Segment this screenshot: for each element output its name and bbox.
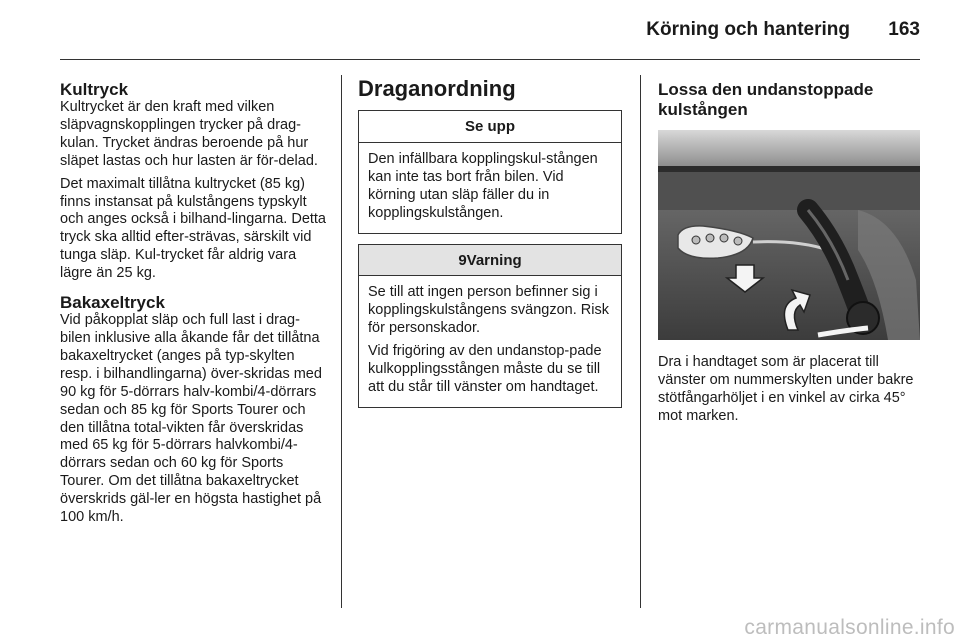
bakaxeltryck-paragraph: Vid påkopplat släp och full last i drag-bilen inklusive alla åkande får det tillåtna bakaxeltrycket (anges på typ-skylten resp. i bilhandlingarna) över-skridas med 90 kg för 5-dörrars halv-kombi/4-dörrars sedan och 85 kg för Sports Tourer och den tillåtna total-vikten får överskridas med 65 kg för 5-dörrars halvkombi/4-dörrars sedan och 60 kg för Sports Tourer. Om det tillåtna bakaxeltrycket överskrids gäl-ler en högsta hastighet på 100 km/h. [60,312,322,526]
caution-box-title: Se upp [359,111,621,143]
left-column [60,80,330,532]
caution-box [358,110,622,234]
lossa-paragraph: Dra i handtaget som är placerat till vänster om nummerskylten under bakre stötfångarhöljet i en vinkel av cirka 45° mot marken. [658,354,914,424]
page-header-title: Körning och hantering [646,19,850,40]
tow-bar-photo-icon [658,130,920,340]
warning-box [358,244,622,408]
column-divider-2 [640,75,641,608]
right-column [658,80,920,431]
warning-paragraph-1: Se till att ingen person befinner sig i kopplingskulstångens svängzon. Risk för personskador. [368,284,609,337]
kultryck-heading: Kultryck [60,80,129,99]
warning-box-title [359,245,621,277]
warning-paragraph-2: Vid frigöring av den undanstop-pade kulkopplingsstången måste du se till att du står till vänster om handtaget. [368,343,602,395]
bakaxeltryck-heading: Bakaxeltryck [60,293,165,313]
warning-box-body [359,276,621,406]
draganordning-heading: Draganordning [358,76,516,101]
caution-text: Den infällbara kopplingskul-stången kan inte tas bort från bilen. Vid körning utan släp fäller du in kopplingskulstången. [368,150,598,221]
column-divider-1 [341,75,342,608]
header-rule [60,59,920,60]
middle-column [358,76,622,418]
page-number: 163 [888,19,920,40]
lossa-heading: Lossa den undanstoppade kulstången [658,80,874,119]
warning-triangle-icon: 9 [458,251,467,269]
warning-title-text: Varning [466,251,522,269]
kultryck-paragraph-2: Det maximalt tillåtna kultrycket (85 kg) finns instansat på kulstångens typskylt och anges också i bilhand-lingarna. Detta tryck ska alltid efter-strävas, särskilt vid tunga släp. Kul-trycket får aldrig vara lägre än 25 kg. [60,175,326,282]
caution-box-body [359,143,621,233]
watermark: carmanualsonline.info [744,616,955,639]
kultryck-paragraph-1: Kultrycket är den kraft med vilken släpvagnskopplingen trycker på drag-kulan. Trycket ändras beroende på hur släpet lastas och hur lasten är för-delad. [60,99,318,169]
